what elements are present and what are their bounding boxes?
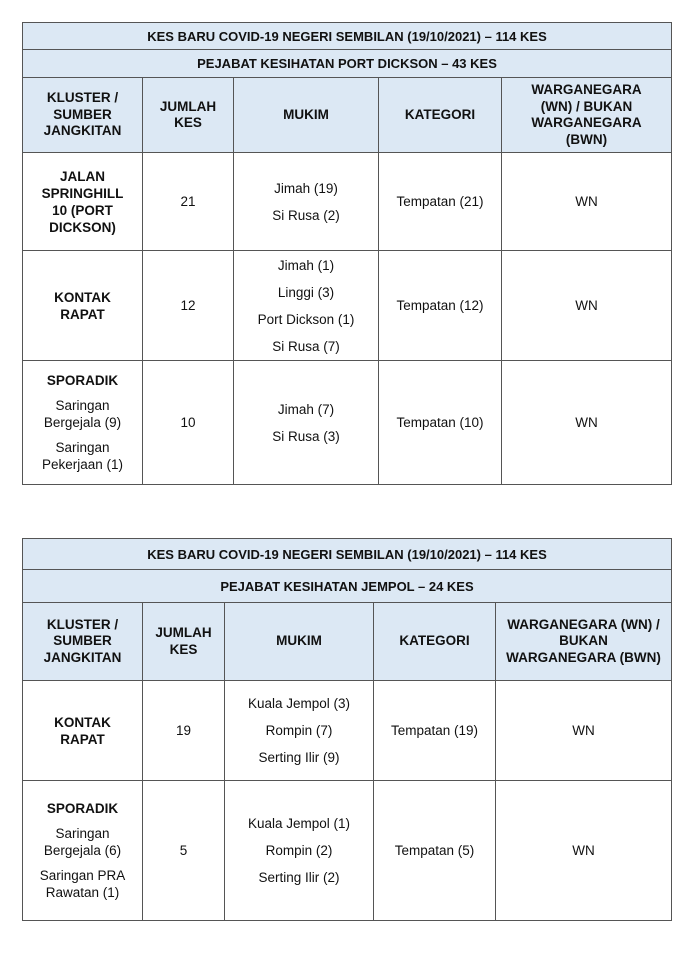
table-title [23, 23, 671, 49]
mukim-item: Kuala Jempol (1) [247, 816, 351, 831]
sumber-cell [23, 361, 142, 484]
header-mukim: MUKIM [224, 603, 373, 680]
warga-cell: WN [495, 781, 671, 920]
office-text: PEJABAT KESIHATAN JEMPOL – 24 KES [220, 578, 474, 594]
kategori-cell: Tempatan (5) [373, 781, 495, 920]
mukim-cell [233, 153, 378, 250]
table-row [23, 360, 671, 484]
kategori-cell: Tempatan (10) [378, 361, 501, 484]
table-port-dickson [22, 22, 672, 485]
header-kategori: KATEGORI [373, 603, 495, 680]
header-warganegara: WARGANEGARA (WN) / BUKAN WARGANEGARA (BWN) [495, 603, 671, 680]
warga-cell: WN [495, 681, 671, 780]
mukim-cell [224, 781, 373, 920]
header-jumlah: JUMLAH KES [142, 78, 233, 152]
sumber-title: SPORADIK [46, 801, 119, 816]
header-row [23, 602, 671, 680]
sumber-sub: Saringan PRA Rawatan (1) [39, 868, 126, 900]
mukim-item: Kuala Jempol (3) [247, 696, 351, 711]
title-text: KES BARU COVID-19 NEGERI SEMBILAN (19/10/2021) – 114 KES [147, 28, 547, 44]
header-jumlah: JUMLAH KES [142, 603, 224, 680]
header-mukim: MUKIM [233, 78, 378, 152]
office-title [23, 569, 671, 602]
sumber-title: SPORADIK [46, 373, 119, 388]
sumber-sub: Saringan Bergejala (9) [43, 398, 122, 430]
jumlah-cell: 5 [142, 781, 224, 920]
mukim-item: Si Rusa (3) [272, 428, 340, 444]
table-row [23, 680, 671, 780]
header-sumber: KLUSTER / SUMBER JANGKITAN [43, 90, 122, 139]
mukim-item: Port Dickson (1) [257, 311, 355, 327]
table-row [23, 780, 671, 920]
mukim-item: Serting Ilir (2) [258, 870, 340, 885]
sumber-cell: JALAN SPRINGHILL 10 (PORT DICKSON) [41, 168, 124, 235]
warga-cell: WN [501, 251, 671, 360]
sumber-sub: Saringan Bergejala (6) [43, 826, 122, 858]
mukim-cell [224, 681, 373, 780]
mukim-item: Rompin (2) [265, 843, 333, 858]
header-warganegara: WARGANEGARA (WN) / BUKAN WARGANEGARA (BWN) [501, 78, 671, 152]
title-text: KES BARU COVID-19 NEGERI SEMBILAN (19/10/2021) – 114 KES [147, 546, 547, 562]
header-kategori: KATEGORI [378, 78, 501, 152]
mukim-item: Linggi (3) [277, 284, 335, 300]
table-row [23, 250, 671, 360]
mukim-item: Si Rusa (7) [272, 338, 340, 354]
sumber-sub: Saringan Pekerjaan (1) [41, 440, 124, 472]
kategori-cell: Tempatan (21) [378, 153, 501, 250]
header-row [23, 77, 671, 152]
warga-cell: WN [501, 361, 671, 484]
mukim-cell [233, 251, 378, 360]
mukim-item: Jimah (1) [277, 257, 335, 273]
jumlah-cell: 12 [142, 251, 233, 360]
mukim-item: Serting Ilir (9) [258, 750, 340, 765]
jumlah-cell: 21 [142, 153, 233, 250]
kategori-cell: Tempatan (12) [378, 251, 501, 360]
table-title [23, 539, 671, 569]
table-jempol [22, 538, 672, 921]
mukim-item: Jimah (19) [274, 180, 338, 196]
table-row [23, 152, 671, 250]
office-title [23, 49, 671, 77]
sumber-cell: KONTAK RAPAT [54, 289, 111, 322]
mukim-item: Si Rusa (2) [272, 207, 340, 223]
warga-cell: WN [501, 153, 671, 250]
sumber-cell: KONTAK RAPAT [54, 714, 111, 747]
sumber-cell [23, 781, 142, 920]
office-text: PEJABAT KESIHATAN PORT DICKSON – 43 KES [197, 56, 497, 71]
mukim-item: Rompin (7) [265, 723, 333, 738]
header-sumber: KLUSTER / SUMBER JANGKITAN [43, 616, 122, 665]
jumlah-cell: 19 [142, 681, 224, 780]
jumlah-cell: 10 [142, 361, 233, 484]
mukim-cell [233, 361, 378, 484]
mukim-item: Jimah (7) [277, 401, 335, 417]
kategori-cell: Tempatan (19) [373, 681, 495, 780]
